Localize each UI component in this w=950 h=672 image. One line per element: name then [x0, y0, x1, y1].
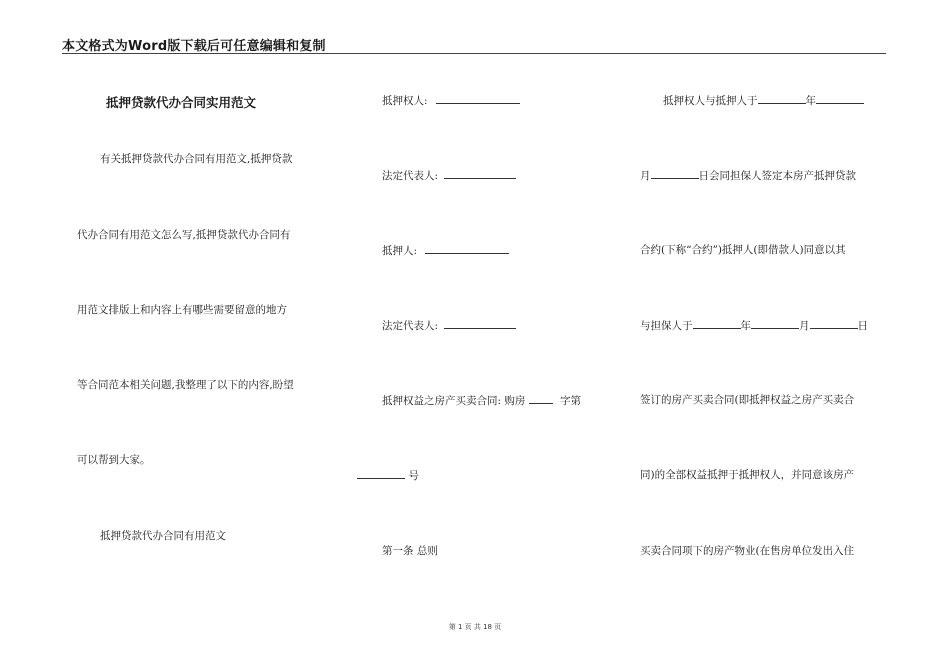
fill-blank [444, 168, 516, 179]
field-label: 抵押人: [382, 245, 418, 257]
field-label: 字第 [560, 395, 582, 407]
paragraph-line: 买卖合同项下的房产物业(在售房单位发出入住 [640, 545, 855, 557]
header-rule [62, 53, 886, 54]
document-header: 本文格式为Word版下载后可任意编辑和复制 [62, 39, 326, 54]
fill-blank [758, 93, 806, 104]
paragraph-line: 用范文排版上和内容上有哪些需要留意的地方 [77, 304, 287, 316]
paragraph-line: 等合同范本相关问题,我整理了以下的内容,盼望 [77, 379, 294, 391]
form-field-mortgagee [382, 93, 520, 108]
document-title: 抵押贷款代办合同实用范文 [106, 95, 257, 110]
fill-blank [693, 318, 741, 329]
fill-blank [529, 393, 553, 404]
form-field-legal-rep [382, 168, 516, 183]
field-label: 号 [408, 470, 419, 482]
paragraph-line: 签订的房产买卖合同(即抵押权益之房产买卖合 [640, 394, 855, 406]
fill-blank [436, 93, 520, 104]
paragraph-line: 与担保人于 年 月 日 [640, 320, 868, 332]
page-footer: 第 1 页 共 18 页 [448, 623, 502, 631]
fill-blank [444, 318, 516, 329]
form-field-number [357, 468, 419, 483]
paragraph-line: 月 日会同担保人签定本房产抵押贷款 [640, 170, 856, 182]
paragraph-line: 可以帮到大家。 [77, 454, 151, 466]
paragraph-line: 代办合同有用范文怎么写,抵押贷款代办合同有 [77, 229, 291, 241]
form-field-contract [382, 393, 581, 408]
paragraph-line: 抵押权人与抵押人于 年 [663, 93, 864, 108]
section-heading: 第一条 总则 [382, 545, 438, 557]
field-label: 抵押权益之房产买卖合同: 购房 [382, 395, 526, 407]
fill-blank [651, 168, 699, 179]
paragraph-line: 有关抵押贷款代办合同有用范文,抵押贷款 [100, 153, 293, 165]
paragraph-line: 合约(下称“合约”)抵押人(即借款人)同意以其 [640, 244, 846, 256]
paragraph-line: 同)的全部权益抵押于抵押权人，并同意该房产 [640, 469, 855, 481]
fill-blank [810, 318, 858, 329]
field-label: 法定代表人: [382, 320, 439, 332]
fill-blank [357, 468, 405, 479]
fill-blank [751, 318, 799, 329]
subtitle-line: 抵押贷款代办合同有用范文 [100, 530, 226, 542]
fill-blank [425, 243, 509, 254]
form-field-mortgagor [382, 243, 509, 258]
fill-blank [816, 93, 864, 104]
form-field-legal-rep-2 [382, 318, 516, 333]
field-label: 法定代表人: [382, 170, 439, 182]
field-label: 抵押权人: [382, 95, 428, 107]
